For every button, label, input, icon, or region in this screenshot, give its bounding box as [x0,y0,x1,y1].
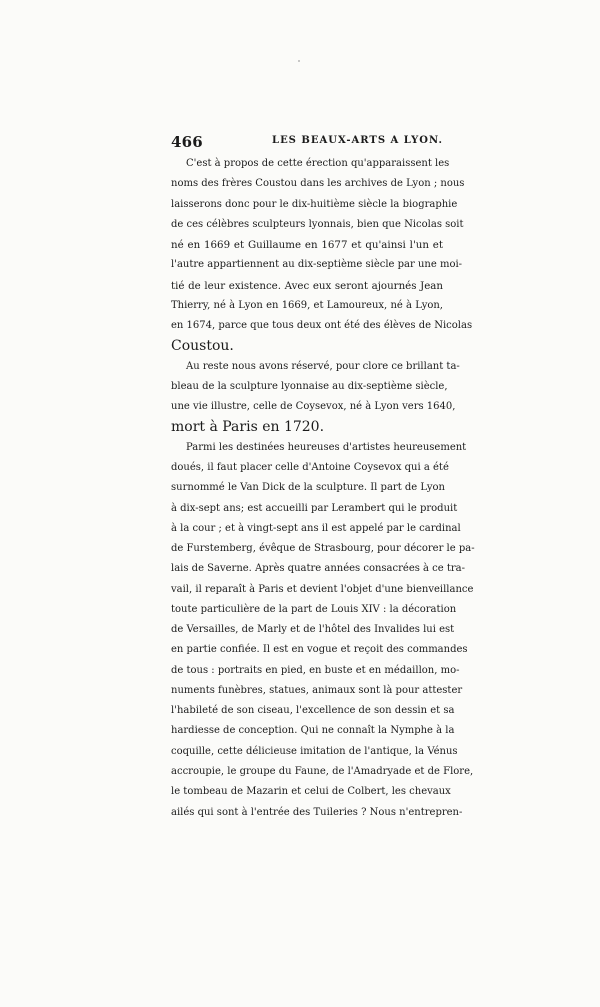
text-line: à la cour ; et à vingt-sept ans il est appelé par le cardinal [171,522,461,534]
text-line: tié de leur existence. Avec eux seront ajournés Jean [171,279,443,292]
page-number: 466 [171,133,203,151]
text-line: ailés qui sont à l'entrée des Tuileries ? Nous n'entrepren- [171,806,463,818]
text-line: en partie confiée. Il est en vogue et reçoit des commandes [171,644,468,656]
text-line: C'est à propos de cette érection qu'apparaissent les [186,158,450,169]
text-line: vail, il reparaît à Paris et devient l'objet d'une bienveillance [171,583,474,595]
text-line: surnommé le Van Dick de la sculpture. Il part de Lyon [171,482,445,494]
text-line: numents funèbres, statues, animaux sont là pour attester [171,684,463,696]
text-line: coquille, cette délicieuse imitation de l'antique, la Vénus [171,745,458,757]
text-line: l'habileté de son ciseau, l'excellence de son dessin et sa [171,705,455,717]
text-line: Coustou. [171,338,234,355]
body-text [171,154,475,823]
text-line: Parmi les destinées heureuses d'artistes heureusement [186,441,467,453]
text-line: de Versailles, de Marly et de l'hôtel des Invalides lui est [171,624,455,636]
paper-speck [298,60,300,62]
text-line: une vie illustre, celle de Coysevox, né à Lyon vers 1640, [171,401,456,413]
running-title: LES BEAUX-ARTS A LYON. [272,135,443,146]
text-line: né en 1669 et Guillaume en 1677 et qu'ainsi l'un et [171,239,443,252]
text-line: noms des frères Coustou dans les archives de Lyon ; nous [171,178,465,190]
text-line: mort à Paris en 1720. [171,419,325,436]
text-line: hardiesse de conception. Qui ne connaît la Nymphe à la [171,725,455,737]
text-line: l'autre appartiennent au dix-septième siècle par une moi- [171,259,463,271]
text-line: bleau de la sculpture lyonnaise au dix-septième siècle, [171,380,448,392]
text-line: en 1674, parce que tous deux ont été des élèves de Nicolas [171,320,473,332]
text-line: de Furstemberg, évêque de Strasbourg, pour décorer le pa- [171,543,475,555]
text-line: laisserons donc pour le dix-huitième siècle la biographie [171,198,458,210]
text-line: le tombeau de Mazarin et celui de Colbert, les chevaux [171,786,451,798]
text-line: accroupie, le groupe du Faune, de l'Amadryade et de Flore, [171,765,474,777]
text-line: de tous : portraits en pied, en buste et en médaillon, mo- [171,664,460,676]
text-line: lais de Saverne. Après quatre années consacrées à ce tra- [171,563,466,575]
text-line: Thierry, né à Lyon en 1669, et Lamoureux, né à Lyon, [171,299,443,311]
text-line: Au reste nous avons réservé, pour clore ce brillant ta- [186,360,460,372]
text-line: doués, il faut placer celle d'Antoine Coysevox qui a été [171,461,449,473]
text-line: à dix-sept ans; est accueilli par Lerambert qui le produit [171,502,458,514]
text-line: toute particulière de la part de Louis XIV : la décoration [171,603,457,615]
text-line: de ces célèbres sculpteurs lyonnais, bien que Nicolas soit [171,218,464,230]
page-header [171,133,443,151]
